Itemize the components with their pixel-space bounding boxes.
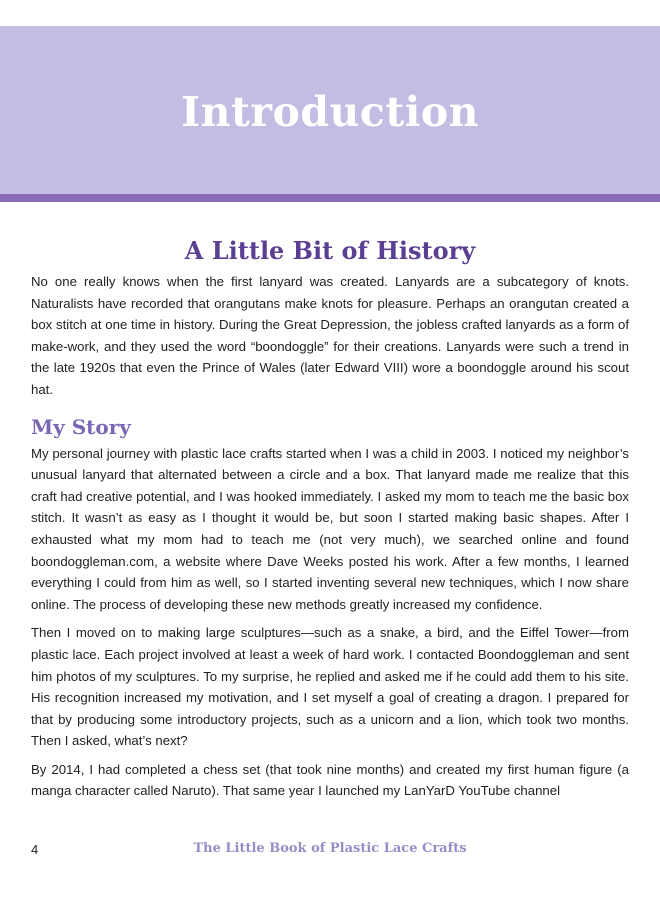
history-heading: A Little Bit of History <box>184 236 476 265</box>
running-footer-title: The Little Book of Plastic Lace Crafts <box>193 841 467 856</box>
story-heading: My Story <box>31 414 131 439</box>
chapter-title: Introduction <box>181 88 479 136</box>
story-paragraph-2: Then I moved on to making large sculptures—such as a snake, a bird, and the Eiffel Tower—from plastic lace. Each project involved at least a week of hard work. I contacted Boondoggleman and sent him photos of my sculptures. To my surprise, he replied and asked me if he could add them to his site. His recognition increased my motivation, and I set myself a goal of creating a dragon. I prepared for that by producing some introductory projects, such as a unicorn and a lion, which took two months. Then I asked, what’s next? <box>31 625 629 749</box>
chapter-banner <box>0 26 660 194</box>
story-paragraph-1: My personal journey with plastic lace crafts started when I was a child in 2003. I noticed my neighbor’s unusual lanyard that alternated between a circle and a box. That lanyard made me realize that this craft had creative potential, and I was hooked immediately. I asked my mom to teach me the basic box stitch. It wasn’t as easy as I thought it would be, but soon I started making basic shapes. After I exhausted what my mom had to teach me (not very much), we searched online and found boondoggleman.com, a website where Dave Weeks posted his work. After a few months, I learned everything I could from him as well, so I started inventing several new techniques, which I now share online. The process of developing these new methods greatly increased my confidence. <box>31 445 629 612</box>
banner-divider <box>0 194 660 202</box>
history-paragraph: No one really knows when the first lanyard was created. Lanyards are a subcategory of knots. Naturalists have recorded that orangutans make knots for pleasure. Perhaps an orangutan created a box stitch at one time in history. During the Great Depression, the jobless crafted lanyards as a form of make-work, and they used the word “boondoggle” for their creations. Lanyards were such a trend in the late 1920s that even the Prince of Wales (later Edward VIII) wore a boondoggle around his scout hat. <box>31 274 629 397</box>
page-body <box>31 236 629 809</box>
page-number: 4 <box>31 842 39 857</box>
story-paragraph-3: By 2014, I had completed a chess set (that took nine months) and created my first human figure (a manga character called Naruto). That same year I launched my LanYarD YouTube channel <box>31 761 629 799</box>
